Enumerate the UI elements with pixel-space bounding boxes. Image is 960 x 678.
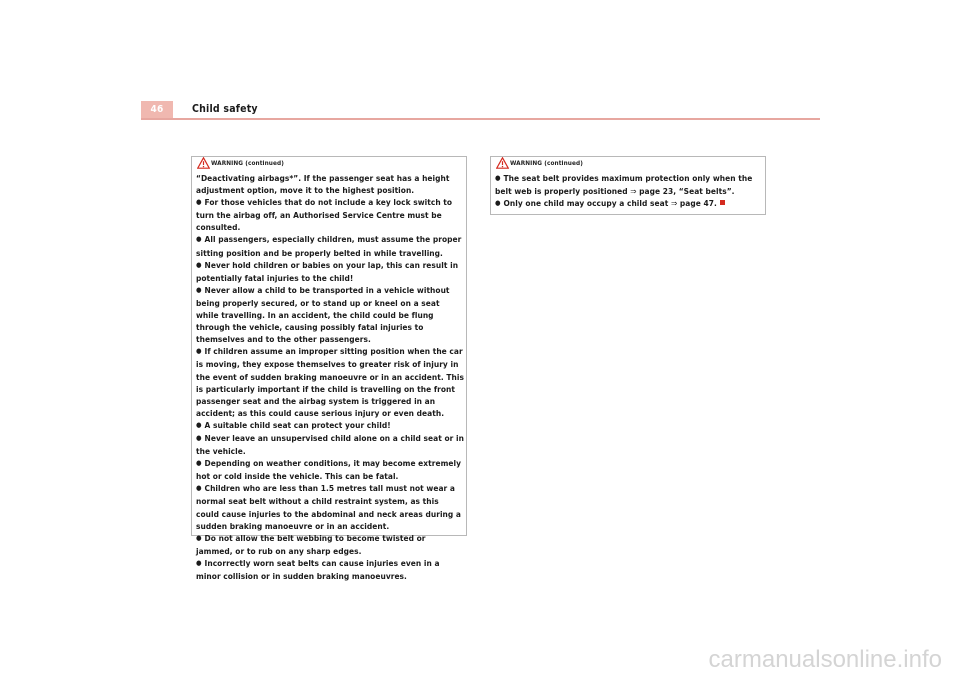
warning-body: [491, 171, 765, 210]
warning-triangle-icon: [496, 157, 509, 169]
warning-bullet: ● Never allow a child to be transported in a vehicle without being properly secured, or to stand up or kneel on a seat while travelling. In an accident, the child could be flung through the vehicle, causing possibly fatal injuries to themselves and to the other passengers.: [196, 284, 450, 345]
page-number: 46: [141, 101, 173, 119]
bullet-icon: ●: [495, 174, 501, 182]
bullet-icon: ●: [495, 199, 501, 208]
warning-header: [192, 157, 466, 171]
page-reference-link[interactable]: page 47.: [679, 198, 717, 209]
warning-box-right: [490, 156, 766, 215]
warning-label: WARNING (continued): [510, 159, 583, 167]
warning-bullet: ● Only one child may occupy a child seat ⇒ page 47.: [495, 197, 763, 210]
cross-reference-arrow-icon: ⇒: [630, 186, 637, 197]
bullet-icon: ●: [196, 459, 202, 468]
bullet-icon: ●: [196, 420, 202, 429]
watermark: carmanualsonline.info: [708, 646, 942, 673]
warning-header: [491, 157, 765, 171]
bullet-icon: ●: [196, 235, 202, 244]
warning-intro: “Deactivating airbags*”. If the passenger seat has a height adjustment option, move it to the highest position.: [196, 173, 450, 196]
cross-reference-arrow-icon: ⇒: [670, 198, 678, 209]
warning-label: WARNING (continued): [211, 159, 284, 167]
header-divider: [141, 118, 820, 120]
warning-bullet: ● A suitable child seat can protect your child!: [196, 419, 391, 430]
bullet-icon: ●: [196, 260, 202, 269]
warning-bullet: ● Never hold children or babies on your lap, this can result in potentially fatal injuries to the child!: [196, 259, 459, 283]
bullet-icon: ●: [196, 484, 202, 493]
bullet-icon: ●: [196, 558, 202, 567]
warning-triangle-icon: [197, 157, 210, 169]
page-reference-link[interactable]: page 23, “Seat belts”.: [639, 186, 735, 197]
warning-bullet: ● The seat belt provides maximum protection only when the belt web is properly positioned ⇒ page 23, “Seat belts”.: [495, 173, 753, 197]
warning-bullet: ● If children assume an improper sitting position when the car is moving, they expose themselves to greater risk of injury in the event of sudden braking manoeuvre or in an accident. This is particularly important if the child is travelling on the front passenger seat and the airbag system is triggered in an accident; as this could cause serious injury or even death.: [196, 346, 464, 418]
warning-bullet: ● Depending on weather conditions, it may become extremely hot or cold inside the vehicle. This can be fatal.: [196, 458, 462, 482]
end-of-section-icon: [720, 200, 725, 205]
bullet-icon: ●: [196, 285, 202, 294]
warning-box-left: [191, 156, 467, 581]
warning-body: [192, 171, 466, 582]
warning-bullet: ● Incorrectly worn seat belts can cause injuries even in a minor collision or in sudden braking manoeuvres.: [196, 557, 440, 581]
page-title: Child safety: [192, 103, 258, 115]
warning-bullet: ● For those vehicles that do not include a key lock switch to turn the airbag off, an Authorised Service Centre must be consulted.: [196, 197, 453, 233]
warning-bullet: ● Do not allow the belt webbing to become twisted or jammed, or to rub on any sharp edges.: [196, 532, 426, 556]
bullet-icon: ●: [196, 347, 202, 356]
warning-bullet: ● Never leave an unsupervised child alone on a child seat or in the vehicle.: [196, 432, 464, 457]
warning-bullet: ● Children who are less than 1.5 metres tall must not wear a normal seat belt without a child restraint system, as this could cause injuries to the abdominal and neck areas during a sudden braking manoeuvre or in an accident.: [196, 483, 462, 531]
bullet-icon: ●: [196, 198, 202, 207]
bullet-icon: ●: [196, 533, 202, 542]
bullet-icon: ●: [196, 433, 202, 442]
warning-bullet: ● All passengers, especially children, must assume the proper sitting position and be properly belted in while travelling.: [196, 234, 462, 258]
